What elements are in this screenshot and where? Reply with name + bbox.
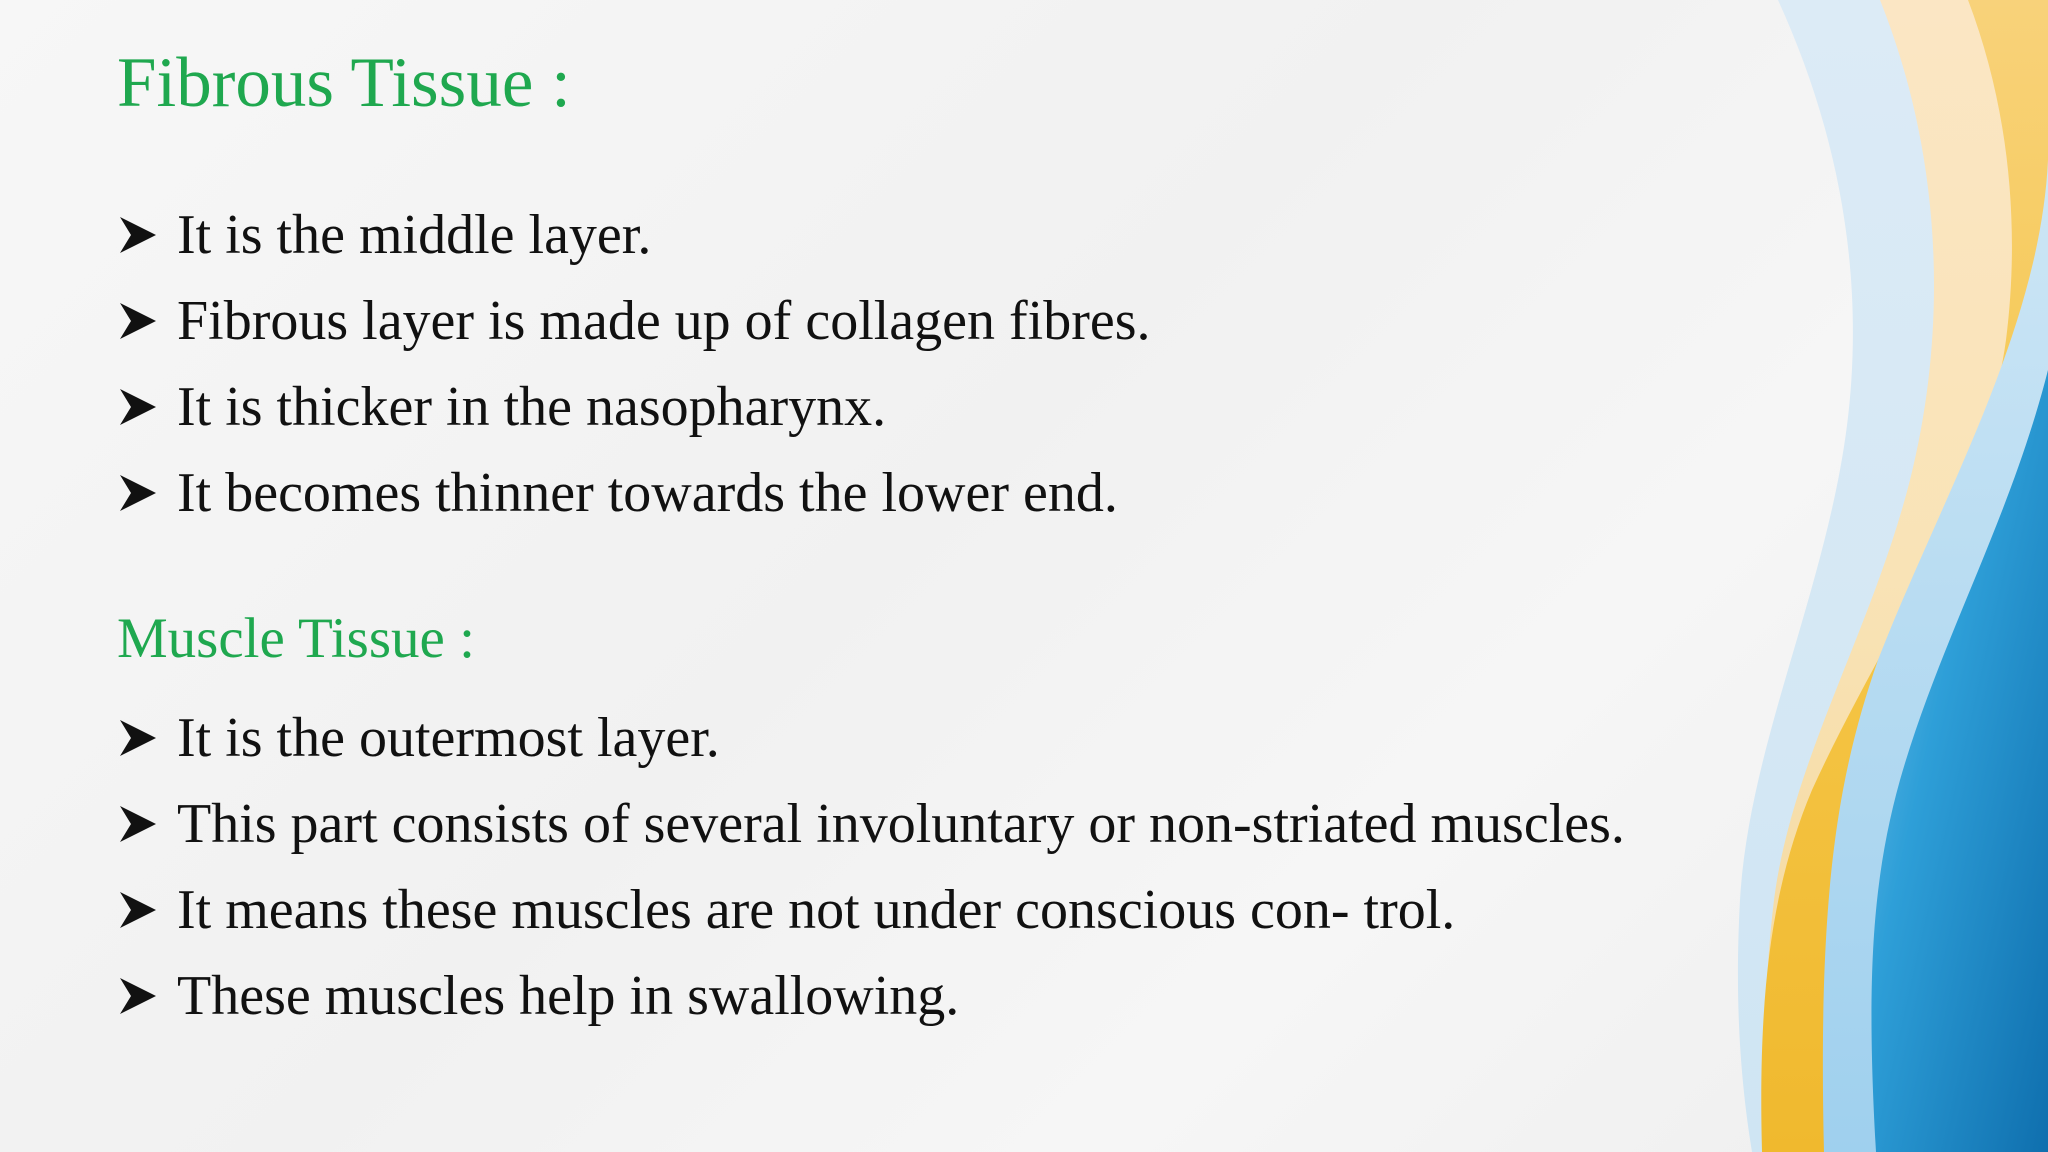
arrowhead-bullet-icon <box>117 889 159 931</box>
list-item <box>117 364 1151 450</box>
wave-pale-blue-layer <box>1738 0 2048 1152</box>
bullet-list-muscle-tissue <box>117 695 1625 1039</box>
wave-cream-layer <box>1765 0 2048 1152</box>
bullet-text: It means these muscles are not under conscious con- trol. <box>177 879 1456 941</box>
arrowhead-bullet-icon <box>117 300 159 342</box>
wave-yellow-band <box>1761 0 2048 1152</box>
bullet-text: These muscles help in swallowing. <box>177 965 960 1027</box>
bullet-text: Fibrous layer is made up of collagen fibres. <box>177 290 1151 352</box>
list-item <box>117 953 1625 1039</box>
bullet-text: It becomes thinner towards the lower end. <box>177 462 1118 524</box>
arrowhead-bullet-icon <box>117 717 159 759</box>
arrowhead-bullet-icon <box>117 214 159 256</box>
arrowhead-bullet-icon <box>117 803 159 845</box>
list-item <box>117 192 1151 278</box>
bullet-text: It is the middle layer. <box>177 204 652 266</box>
list-item <box>117 695 1625 781</box>
wave-blue-band <box>1871 370 2048 1152</box>
arrowhead-bullet-icon <box>117 386 159 428</box>
list-item <box>117 450 1151 536</box>
section-heading-muscle-tissue: Muscle Tissue : <box>117 607 475 670</box>
bullet-text: It is thicker in the nasopharynx. <box>177 376 887 438</box>
bullet-text: It is the outermost layer. <box>177 707 720 769</box>
list-item <box>117 278 1151 364</box>
bullet-text: This part consists of several involuntary or non-striated muscles. <box>177 793 1625 855</box>
section-heading-fibrous-tissue: Fibrous Tissue : <box>117 44 571 122</box>
list-item <box>117 867 1625 953</box>
arrowhead-bullet-icon <box>117 975 159 1017</box>
wave-light-blue-band <box>1823 160 2048 1152</box>
list-item <box>117 781 1625 867</box>
bullet-list-fibrous-tissue <box>117 192 1151 536</box>
arrowhead-bullet-icon <box>117 472 159 514</box>
